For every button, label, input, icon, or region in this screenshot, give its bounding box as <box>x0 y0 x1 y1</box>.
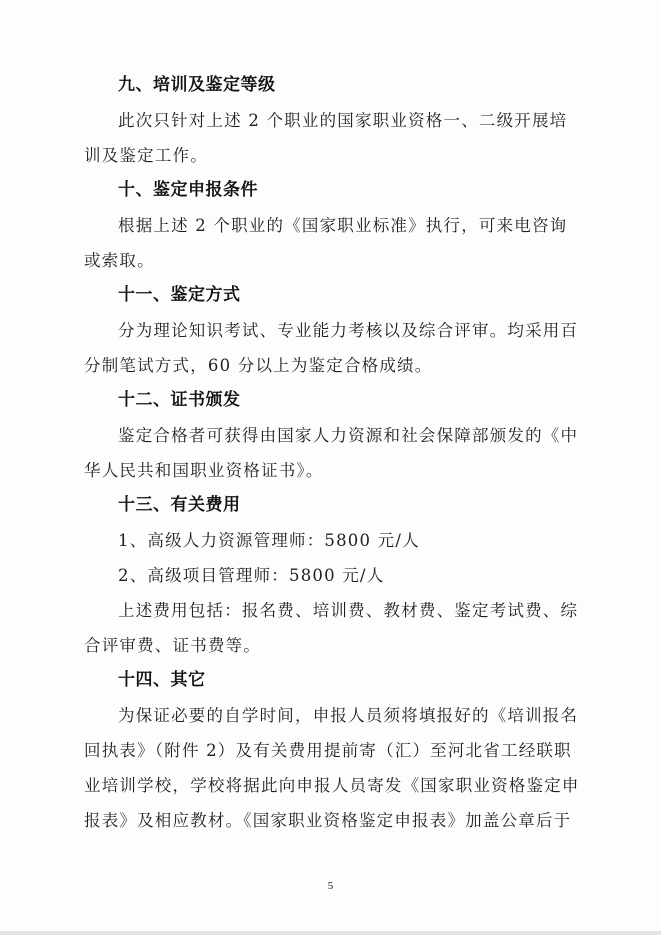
section-certificate-issuance <box>84 383 584 488</box>
scan-edge-divider <box>0 931 661 935</box>
section-heading: 十一、鉴定方式 <box>118 285 241 305</box>
section-fees <box>84 488 584 663</box>
section-heading: 十二、证书颁发 <box>118 390 241 410</box>
section-assessment-method <box>84 278 584 383</box>
section-paragraph: 此次只针对上述 2 个职业的国家职业资格一、二级开展培训及鉴定工作。 <box>84 111 568 165</box>
section-other <box>84 663 584 838</box>
section-heading: 十三、有关费用 <box>118 495 241 515</box>
section-paragraph: 根据上述 2 个职业的《国家职业标准》执行，可来电咨询或索取。 <box>84 216 568 270</box>
section-application-conditions <box>84 173 584 278</box>
section-heading: 十四、其它 <box>118 670 206 690</box>
section-training-level <box>84 68 584 173</box>
section-paragraph: 上述费用包括：报名费、培训费、教材费、鉴定考试费、综合评审费、证书费等。 <box>84 601 579 655</box>
section-heading: 九、培训及鉴定等级 <box>118 75 276 95</box>
section-heading: 十、鉴定申报条件 <box>118 180 258 200</box>
section-paragraph: 分为理论知识考试、专业能力考核以及综合评审。均采用百分制笔试方式，60 分以上为鉴定合格成绩。 <box>84 321 579 375</box>
section-paragraph: 鉴定合格者可获得由国家人力资源和社会保障部颁发的《中华人民共和国职业资格证书》。 <box>84 426 579 480</box>
fee-item: 1、高级人力资源管理师：5800 元/人 <box>118 531 420 550</box>
document-body <box>84 68 584 838</box>
section-paragraph: 为保证必要的自学时间，申报人员须将填报好的《培训报名回执表》（附件 2）及有关费用提前寄（汇）至河北省工经联职业培训学校，学校将据此向申报人员寄发《国家职业资格鉴定申报表》及相应教材。《国家职业资格鉴定申报表》加盖公章后于 <box>84 706 580 830</box>
fee-item: 2、高级项目管理师：5800 元/人 <box>118 566 385 585</box>
page-number: 5 <box>327 880 334 892</box>
